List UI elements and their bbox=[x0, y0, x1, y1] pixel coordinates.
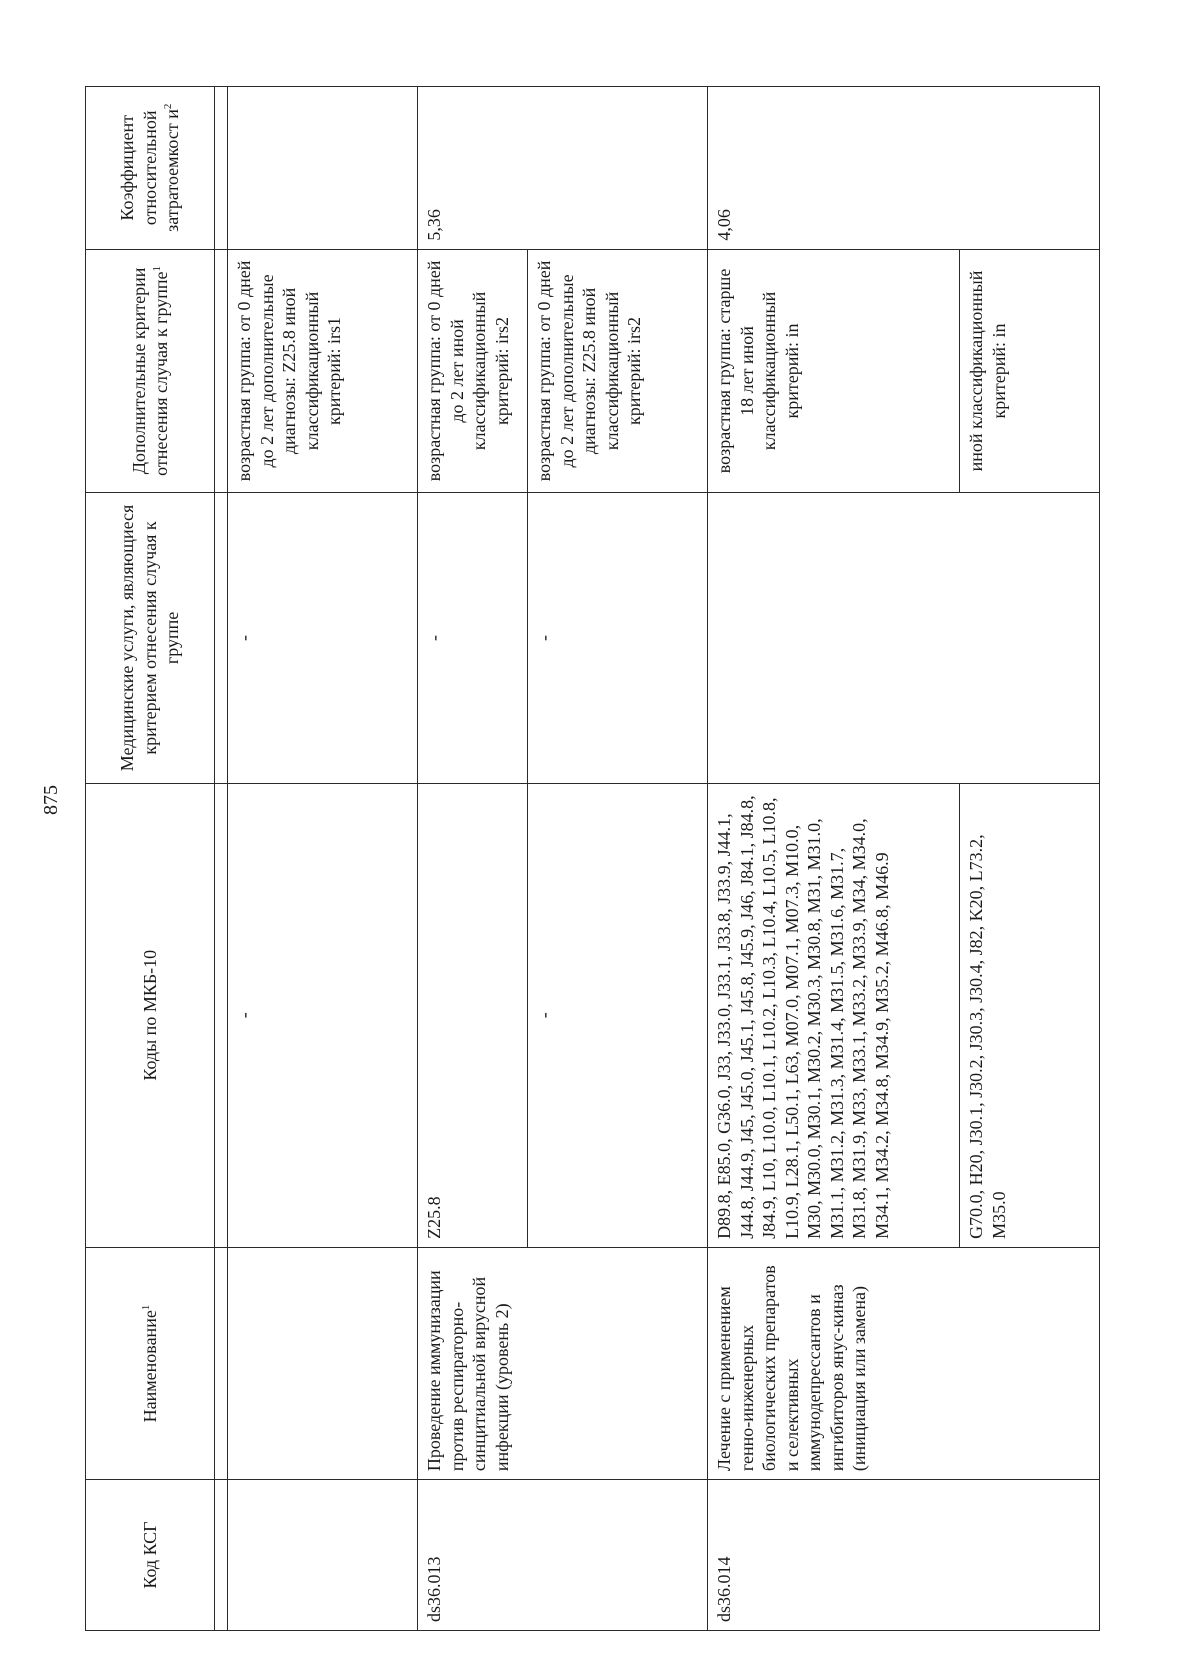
rotated-table-page bbox=[85, 86, 1100, 1631]
criteria-cell: возрастная группа: старше 18 лет иной классификационный критерий: in bbox=[708, 249, 960, 493]
services-cell: - bbox=[228, 493, 418, 783]
header-row bbox=[86, 87, 215, 1631]
header-coef: Коэффициент относительной затратоемкост $и^2$ bbox=[86, 87, 215, 250]
header-criteria: Дополнительные критерии отнесения случая к группе$^1$ bbox=[86, 249, 215, 493]
icd-cell: - bbox=[528, 783, 708, 1247]
header-services: Медицинские услуги, являющиеся критерием отнесения случая к группе bbox=[86, 493, 215, 783]
icd-cell: G70.0, H20, J30.1, J30.2, J30.3, J30.4, J82, K20, L73.2, M35.0 bbox=[960, 783, 1100, 1247]
table-row bbox=[418, 87, 528, 1631]
ksg-name: Проведение иммунизации против респираторно-синцитиальной вирусной инфекции (уровень 2) bbox=[418, 1247, 708, 1479]
ksg-code: ds36.013 bbox=[418, 1480, 708, 1631]
icd-cell: - bbox=[228, 783, 418, 1247]
services-cell: - bbox=[528, 493, 708, 783]
icd-cell: Z25.8 bbox=[418, 783, 528, 1247]
criteria-cell: возрастная группа: от 0 дней до 2 лет иной классификационный критерий: irs2 bbox=[418, 249, 528, 493]
spacer-row bbox=[215, 87, 228, 1631]
criteria-cell: иной классификационный критерий: in bbox=[960, 249, 1100, 493]
services-cell: - bbox=[418, 493, 528, 783]
coef-cell: 4,06 bbox=[708, 87, 1100, 250]
page-number: 875 bbox=[40, 785, 62, 815]
ksg-code: ds36.014 bbox=[708, 1480, 1100, 1631]
header-icd: Коды по МКБ-10 bbox=[86, 783, 215, 1247]
table-row bbox=[228, 87, 418, 1631]
criteria-cell: возрастная группа: от 0 дней до 2 лет дополнительные диагнозы: Z25.8 иной классификационный критерий: irs2 bbox=[528, 249, 708, 493]
ksg-name: Лечение с применением генно-инженерных биологических препаратов и селективных иммунодепрессантов и ингибиторов янус-киназ (инициация или замена) bbox=[708, 1247, 1100, 1479]
header-name: Наименование$^1$ bbox=[86, 1247, 215, 1479]
header-code: Код КСГ bbox=[86, 1480, 215, 1631]
table-row bbox=[708, 87, 960, 1631]
ksg-table bbox=[85, 86, 1100, 1631]
coef-cell: 5,36 bbox=[418, 87, 708, 250]
icd-cell: D89.8, E85.0, G36.0, J33, J33.0, J33.1, J33.8, J33.9, J44.1, J44.8, J44.9, J45, J45.0, J45.1, J45.8, J45.9, J46, J84.1, J84.8, J84.9, L10, L10.0, L10.1, L10.2, L10.3, L10.4, L10.5, L10.8, L10.9, L28.1, L50.1, L63, M07.0, M07.1, M07.3, M10.0, M30, M30.0, M30.1, M30.2, M30.3, M30.8, M31, M31.0, M31.1, M31.2, M31.3, M31.4, M31.5, M31.6, M31.7, M31.8, M31.9, M33, M33.1, M33.2, M33.9, M34, M34.0, M34.1, M34.2, M34.8, M34.9, M35.2, M46.8, M46.9 bbox=[708, 783, 960, 1247]
criteria-cell: возрастная группа: от 0 дней до 2 лет дополнительные диагнозы: Z25.8 иной классификационный критерий: irs1 bbox=[228, 249, 418, 493]
